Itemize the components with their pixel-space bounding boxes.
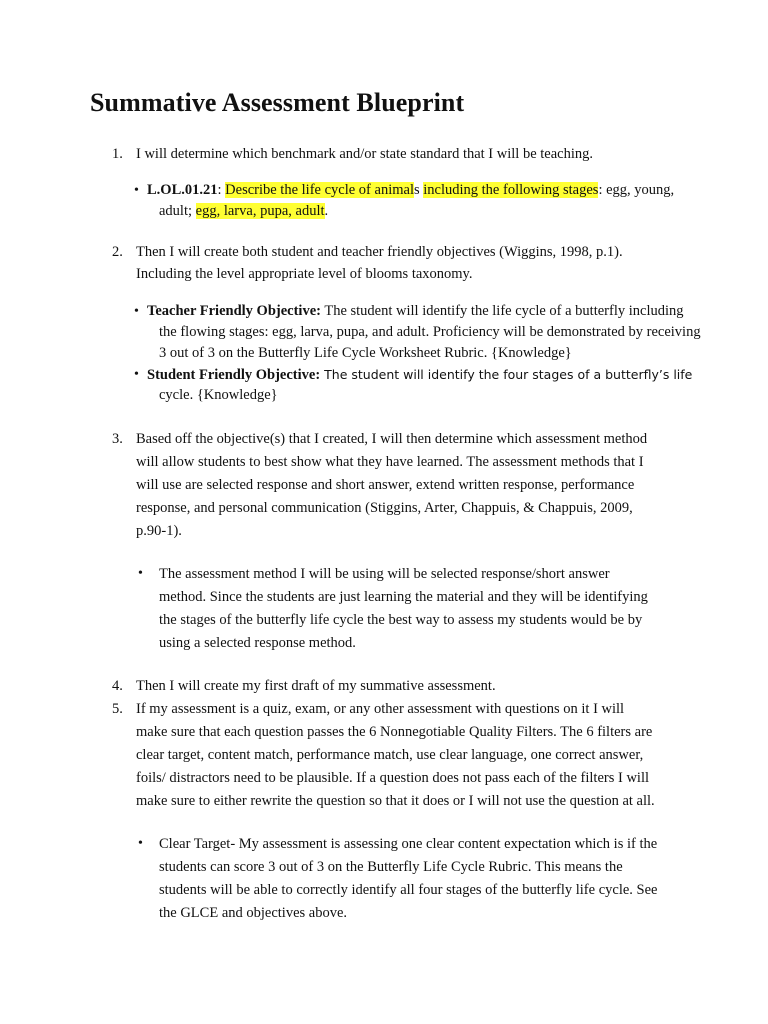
bullet-icon: • bbox=[134, 367, 139, 382]
bullet-text: the GLCE and objectives above. bbox=[159, 905, 348, 921]
bullet-text: Student Friendly Objective: The student will identify the four stages of a butterfly’s life bbox=[147, 367, 693, 383]
bullet-text: L.OL.01.21: Describe the life cycle of animals including the following stages: egg, young, bbox=[147, 182, 675, 198]
bullet-text: cycle. {Knowledge} bbox=[159, 387, 278, 403]
list-item-text: Then I will create both student and teacher friendly objectives (Wiggins, 1998, p.1). bbox=[136, 244, 623, 260]
list-item-text: If my assessment is a quiz, exam, or any other assessment with questions on it I will bbox=[136, 701, 625, 717]
objective-label: Teacher Friendly Objective: bbox=[147, 303, 321, 319]
bullet-text: using a selected response method. bbox=[159, 635, 356, 651]
bullet-icon: • bbox=[138, 566, 143, 581]
list-item-text: p.90-1). bbox=[136, 523, 182, 539]
list-item-text: foils/ distractors need to be plausible. If a question does not pass each of the filters I will bbox=[136, 770, 650, 786]
list-item-text: will use are selected response and short answer, extend written response, performance bbox=[136, 477, 635, 493]
bullet-text: Clear Target- My assessment is assessing one clear content expectation which is if the bbox=[159, 836, 658, 852]
list-item-text: will allow students to best show what they have learned. The assessment methods that I bbox=[136, 454, 644, 470]
objective-label: Student Friendly Objective: bbox=[147, 367, 321, 383]
list-item-text: clear target, content match, performance match, use clear language, one correct answer, bbox=[136, 747, 644, 763]
bullet-icon: • bbox=[134, 183, 139, 198]
highlight: Describe the life cycle of animal bbox=[225, 182, 414, 198]
list-number: 3. bbox=[112, 431, 123, 447]
list-item-text: make sure to either rewrite the question so that it does or I will not use the question at all. bbox=[136, 793, 655, 809]
bullet-icon: • bbox=[138, 836, 143, 851]
list-item-text: Including the level appropriate level of blooms taxonomy. bbox=[136, 266, 473, 282]
standard-code: L.OL.01.21 bbox=[147, 182, 218, 198]
bullet-text: students can score 3 out of 3 on the Butterfly Life Cycle Rubric. This means the bbox=[159, 859, 623, 875]
bullet-text: The assessment method I will be using will be selected response/short answer bbox=[159, 566, 610, 582]
list-item-text: make sure that each question passes the 6 Nonnegotiable Quality Filters. The 6 filters are bbox=[136, 724, 653, 740]
bullet-text: 3 out of 3 on the Butterfly Life Cycle Worksheet Rubric. {Knowledge} bbox=[159, 345, 572, 361]
bullet-text: adult; egg, larva, pupa, adult. bbox=[159, 203, 329, 219]
list-number: 1. bbox=[112, 146, 123, 162]
list-number: 5. bbox=[112, 701, 123, 717]
bullet-icon: • bbox=[134, 304, 139, 319]
highlight: including the following stages bbox=[423, 182, 599, 198]
bullet-text: Teacher Friendly Objective: The student will identify the life cycle of a butterfly including bbox=[147, 303, 684, 319]
bullet-text: students will be able to correctly identify all four stages of the butterfly life cycle. See bbox=[159, 882, 658, 898]
list-item-text: Based off the objective(s) that I created, I will then determine which assessment method bbox=[136, 431, 648, 447]
page-title: Summative Assessment Blueprint bbox=[90, 88, 465, 117]
bullet-text: the stages of the butterfly life cycle the best way to assess my students would be by bbox=[159, 612, 643, 628]
highlight: egg, larva, pupa, adult bbox=[195, 203, 325, 219]
bullet-text: method. Since the students are just learning the material and they will be identifying bbox=[159, 589, 648, 605]
bullet-text: the flowing stages: egg, larva, pupa, and adult. Proficiency will be demonstrated by receiving bbox=[159, 324, 701, 340]
list-number: 2. bbox=[112, 244, 123, 260]
list-number: 4. bbox=[112, 678, 123, 694]
list-item-text: response, and personal communication (Stiggins, Arter, Chappuis, & Chappuis, 2009, bbox=[136, 500, 633, 516]
list-item-text: Then I will create my first draft of my summative assessment. bbox=[136, 678, 496, 694]
list-item-text: I will determine which benchmark and/or state standard that I will be teaching. bbox=[136, 146, 593, 162]
